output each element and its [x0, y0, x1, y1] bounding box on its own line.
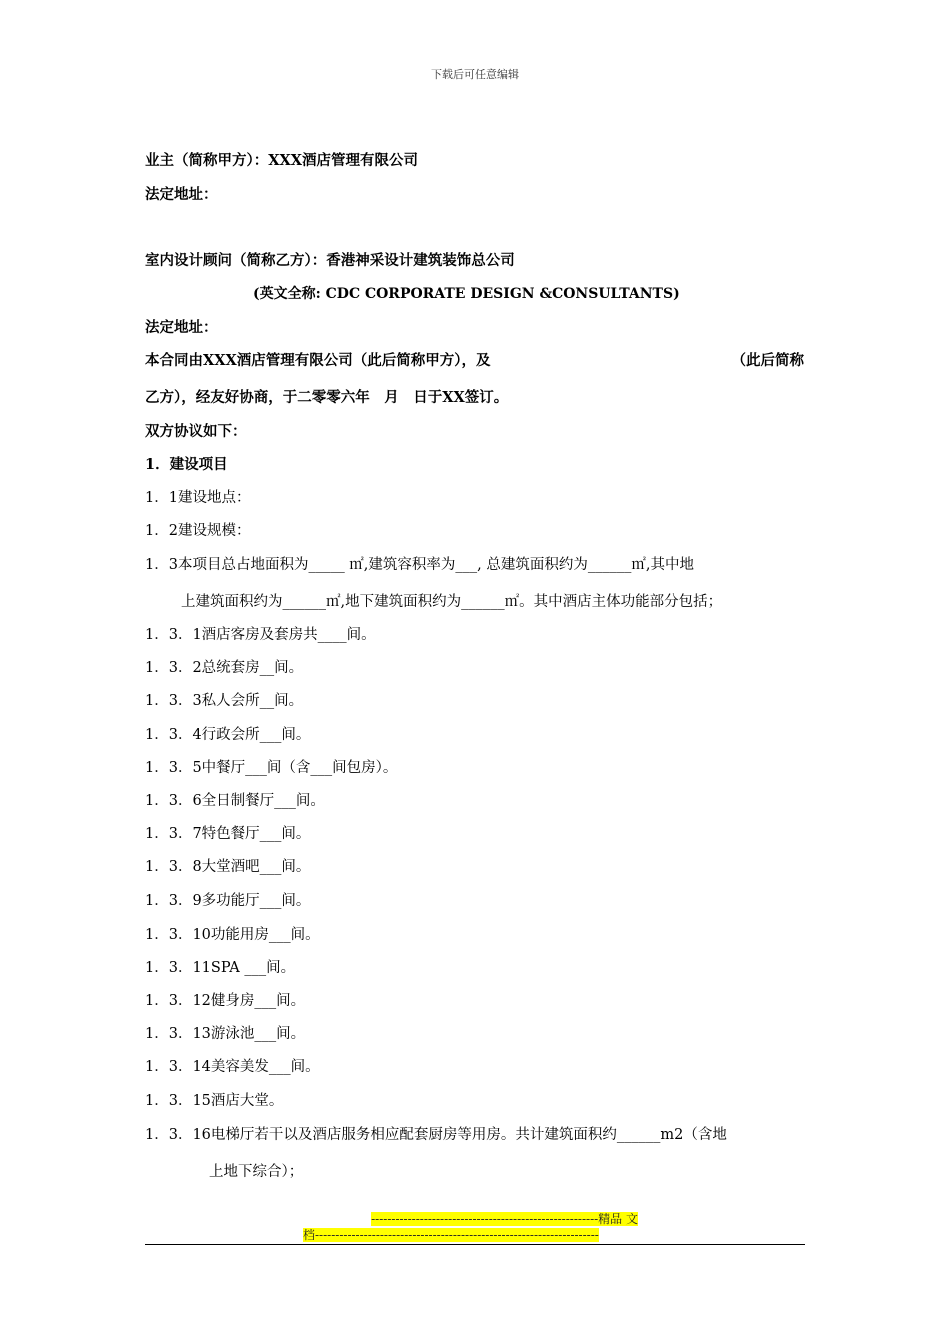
- list-item-continued: 上地下综合）；: [209, 1164, 304, 1180]
- consultant-english-name: (英文全称: CDC CORPORATE DESIGN &CONSULTANTS): [253, 286, 680, 302]
- list-item: 1．1建设地点：: [145, 490, 251, 506]
- section-title: 1．建设项目: [145, 456, 228, 473]
- contract-intro-continued: 乙方），经友好协商，于二零零六年 月 日于XX签订。: [145, 389, 509, 406]
- list-item-continued: 上建筑面积约为______㎡,地下建筑面积约为______㎡。其中酒店主体功能部分包括；: [181, 594, 723, 610]
- list-item: 1．3本项目总占地面积为_____ ㎡,建筑容积率为___, 总建筑面积约为______㎡,其中地: [145, 557, 694, 573]
- list-item: 1．3．16电梯厅若干以及酒店服务相应配套厨房等用房。共计建筑面积约______m2（含地: [145, 1127, 727, 1143]
- list-item: 1．3．14美容美发___间。: [145, 1059, 320, 1075]
- agreement-line: 双方协议如下：: [145, 423, 247, 440]
- list-item: 1．3．13游泳池___间。: [145, 1026, 306, 1042]
- list-item: 1．3．9多功能厅___间。: [145, 893, 311, 909]
- list-item: 1．3．7特色餐厅___间。: [145, 826, 311, 842]
- footer-watermark: [303, 1211, 648, 1243]
- list-item: 1．3．1酒店客房及套房共____间。: [145, 627, 376, 643]
- consultant-address-label: 法定地址：: [145, 319, 218, 336]
- list-item: 1．3．12健身房___间。: [145, 993, 306, 1009]
- list-item: 1．3．4行政会所___间。: [145, 727, 311, 743]
- consultant-line: 室内设计顾问（简称乙方）：香港神采设计建筑装饰总公司: [145, 252, 515, 269]
- list-item: 1．3．5中餐厅___间（含___间包房）。: [145, 760, 398, 776]
- list-item: 1．3．11SPA ___间。: [145, 960, 296, 976]
- list-item: 1．2建设规模：: [145, 523, 251, 539]
- list-item: 1．3．3私人会所__间。: [145, 693, 304, 709]
- list-item: 1．3．8大堂酒吧___间。: [145, 859, 311, 875]
- list-item: 1．3．15酒店大堂。: [145, 1093, 284, 1109]
- owner-address-label: 法定地址：: [145, 186, 218, 203]
- contract-intro-left: 本合同由XXX酒店管理有限公司（此后简称甲方），及: [145, 352, 491, 369]
- list-item: 1．3．10功能用房___间。: [145, 927, 320, 943]
- contract-intro-right: （此后简称: [731, 352, 804, 369]
- header-note: 下载后可任意编辑: [431, 68, 519, 81]
- owner-line: 业主（简称甲方）：XXX酒店管理有限公司: [145, 152, 418, 169]
- footer-divider: [145, 1244, 805, 1245]
- list-item: 1．3．6全日制餐厅___间。: [145, 793, 325, 809]
- list-item: 1．3．2总统套房__间。: [145, 660, 304, 676]
- footer-line-2: 档----------------------------------------------------------------------: [303, 1228, 599, 1242]
- footer-line-1: --------------------------------------------------------精品 文: [371, 1212, 638, 1226]
